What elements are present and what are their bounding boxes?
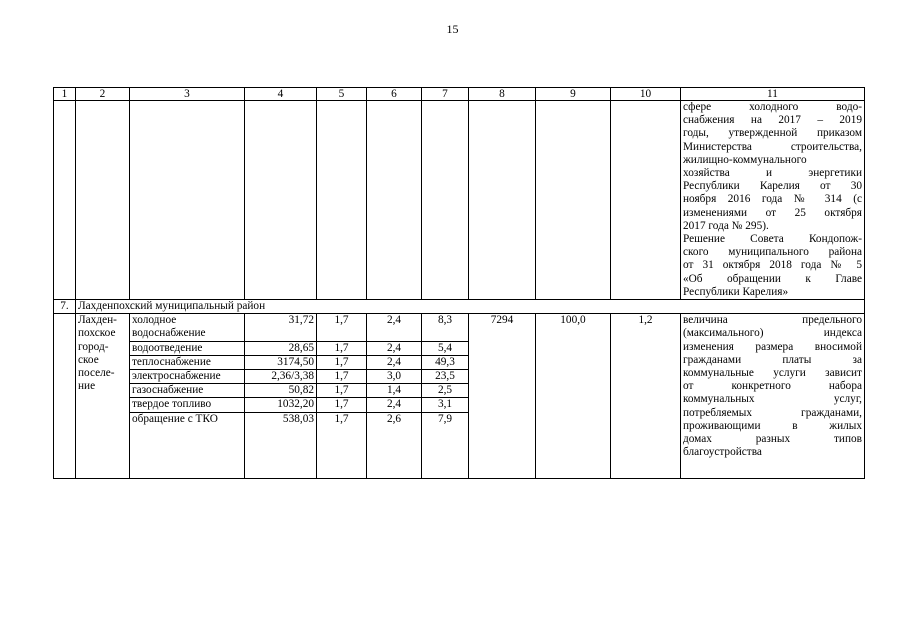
entity-name-cell — [76, 314, 130, 478]
text-line: Решение Совета Кондопож- — [683, 233, 862, 246]
table-cell — [54, 101, 76, 300]
value-cell: 1,7 — [317, 341, 367, 355]
value-cell: 2,4 — [367, 341, 422, 355]
service-name: водоотведение — [130, 341, 245, 355]
header-cell: 10 — [611, 88, 681, 101]
service-name: твердое топливо — [130, 398, 245, 412]
tariff-value: 1032,20 — [245, 398, 317, 412]
tariff-value: 3174,50 — [245, 355, 317, 369]
value-cell: 7,9 — [422, 412, 469, 478]
section-number: 7. — [54, 300, 76, 314]
header-cell: 2 — [76, 88, 130, 101]
tariff-value: 538,03 — [245, 412, 317, 478]
text-line: сфере холодного водо- — [683, 101, 862, 113]
tariff-value: 50,82 — [245, 384, 317, 398]
table-cell — [76, 101, 130, 300]
table-cell — [367, 101, 422, 300]
table-cell — [536, 101, 611, 300]
value-cell: 2,6 — [367, 412, 422, 478]
note-line: изменения размера вносимой — [683, 340, 862, 353]
header-cell: 8 — [469, 88, 536, 101]
value-cell: 1,7 — [317, 384, 367, 398]
tariff-value: 28,65 — [245, 341, 317, 355]
note-line: (максимального) индекса — [683, 327, 862, 340]
tariff-value: 31,72 — [245, 314, 317, 341]
header-cell: 6 — [367, 88, 422, 101]
text-line: ского муниципального района — [683, 246, 862, 259]
text-line: изменениями от 25 октября — [683, 206, 862, 219]
page-number: 15 — [446, 22, 459, 36]
continued-text-cell — [681, 101, 865, 300]
value-cell: 2,4 — [367, 314, 422, 341]
entity-line: ское — [78, 353, 99, 366]
header-cell: 4 — [245, 88, 317, 101]
note-line: гражданами платы за — [683, 353, 862, 366]
value-cell: 1,7 — [317, 355, 367, 369]
text-line: 2017 года № 295). — [683, 219, 769, 232]
header-cell: 5 — [317, 88, 367, 101]
value-cell: 1,7 — [317, 412, 367, 478]
value-cell: 1,4 — [367, 384, 422, 398]
value-cell: 1,7 — [317, 370, 367, 384]
text-line: хозяйства и энергетики — [683, 167, 862, 180]
value-cell: 49,3 — [422, 355, 469, 369]
note-line: потребляемых гражданами, — [683, 406, 862, 419]
note-line: коммунальные услуги зависит — [683, 367, 862, 380]
service-name: обращение с ТКО — [130, 412, 245, 478]
header-cell: 11 — [681, 88, 865, 101]
note-line: коммунальных услуг, — [683, 393, 862, 406]
text-line: Республики Карелия от 30 — [683, 180, 862, 193]
note-line: благоустройства — [683, 446, 762, 459]
header-cell: 7 — [422, 88, 469, 101]
note-line: величина предельного — [683, 314, 862, 327]
service-name: холодное водоснабжение — [130, 314, 245, 341]
value-cell: 2,4 — [367, 398, 422, 412]
section-title: Лахденпохский муниципальный район — [76, 300, 865, 314]
header-cell: 1 — [54, 88, 76, 101]
table-cell — [317, 101, 367, 300]
table-row — [54, 314, 865, 341]
header-cell: 9 — [536, 88, 611, 101]
text-line: годы, утвержденной приказом — [683, 127, 862, 140]
note-cell — [681, 314, 865, 478]
entity-line: Лахден- — [78, 314, 117, 327]
table-cell — [422, 101, 469, 300]
value-cell: 5,4 — [422, 341, 469, 355]
entity-line: похское — [78, 327, 116, 340]
entity-line: ние — [78, 380, 96, 393]
value-cell: 8,3 — [422, 314, 469, 341]
note-line: проживающими в жилых — [683, 419, 862, 432]
text-line: от 31 октября 2018 года № 5 — [683, 259, 862, 272]
note-line: от конкретного набора — [683, 380, 862, 393]
tariff-table — [53, 87, 865, 479]
table-cell — [54, 314, 76, 478]
section-row — [54, 300, 865, 314]
entity-line: поселе- — [78, 367, 115, 380]
table-cell — [130, 101, 245, 300]
service-name: электроснабжение — [130, 370, 245, 384]
text-line: снабжения на 2017 – 2019 — [683, 114, 862, 127]
note-line: домах разных типов — [683, 433, 862, 446]
continuation-row — [54, 101, 865, 300]
text-line: «Об обращении к Главе — [683, 272, 862, 285]
value-cell: 23,5 — [422, 370, 469, 384]
value-cell: 1,7 — [317, 314, 367, 341]
value-cell: 1,7 — [317, 398, 367, 412]
population-cell: 7294 — [469, 314, 536, 478]
value-cell: 2,5 — [422, 384, 469, 398]
value-cell: 3,0 — [367, 370, 422, 384]
text-line: Республики Карелия» — [683, 285, 789, 298]
text-line: Министерства строительства, — [683, 140, 862, 153]
header-cell: 3 — [130, 88, 245, 101]
table-cell — [469, 101, 536, 300]
service-name: газоснабжение — [130, 384, 245, 398]
share-cell: 100,0 — [536, 314, 611, 478]
text-line: жилищно-коммунального — [683, 153, 807, 166]
table-cell — [245, 101, 317, 300]
index-cell: 1,2 — [611, 314, 681, 478]
value-cell: 3,1 — [422, 398, 469, 412]
value-cell: 2,4 — [367, 355, 422, 369]
service-name: теплоснабжение — [130, 355, 245, 369]
header-row — [54, 88, 865, 101]
tariff-value: 2,36/3,38 — [245, 370, 317, 384]
entity-line: город- — [78, 340, 109, 353]
text-line: ноября 2016 года № 314 (с — [683, 193, 862, 206]
table-cell — [611, 101, 681, 300]
